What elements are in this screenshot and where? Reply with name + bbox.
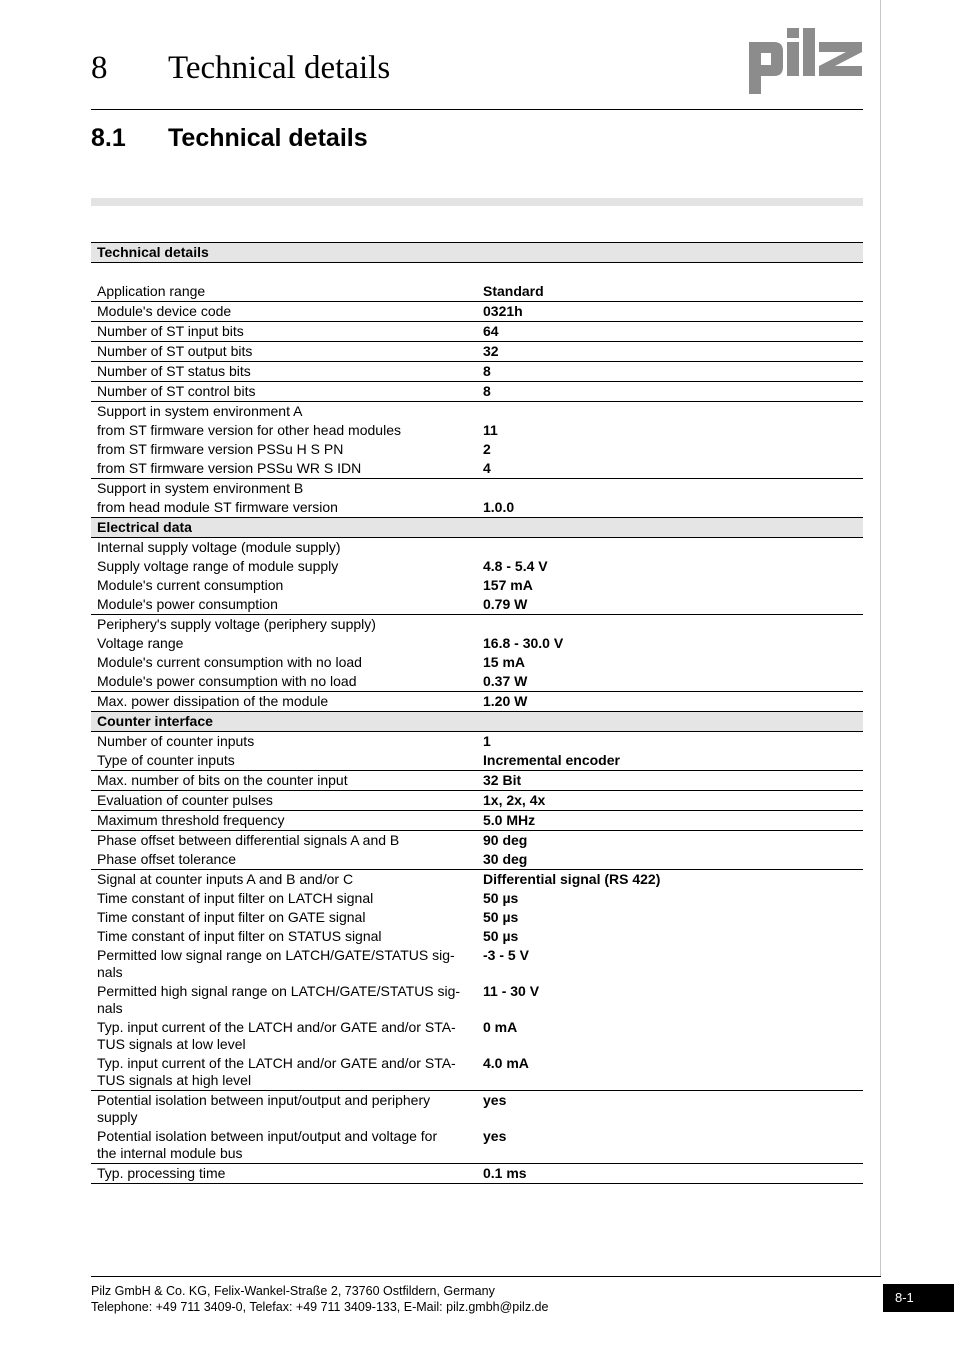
parameter-label: Phase offset between differential signals A and B <box>97 832 400 848</box>
parameter-value <box>477 263 863 283</box>
table-row <box>91 282 863 302</box>
parameter-value: 157 mA <box>483 577 533 593</box>
parameter-label: Typ. input current of the LATCH and/or GATE and/or STA- TUS signals at low level <box>97 1019 456 1052</box>
parameter-value: 1 <box>483 733 491 749</box>
parameter-value: Incremental encoder <box>477 751 863 771</box>
parameter-value: 8 <box>477 362 863 382</box>
table-row <box>91 908 863 927</box>
table-row <box>91 771 863 791</box>
table-row <box>91 498 863 518</box>
parameter-label: Maximum threshold frequency <box>91 811 477 831</box>
table-row <box>91 1127 863 1164</box>
parameter-label: Application range <box>91 282 477 302</box>
table-row <box>91 1091 863 1128</box>
parameter-label: Module's current consumption <box>97 577 284 593</box>
parameter-label: Support in system environment A <box>97 403 303 419</box>
table-section-header <box>91 243 863 263</box>
parameter-value: 0321h <box>477 302 863 322</box>
parameter-label: Module's power consumption with no load <box>91 672 477 692</box>
parameter-value <box>477 615 863 635</box>
parameter-label: from ST firmware version PSSu H S PN <box>97 441 344 457</box>
parameter-label: Potential isolation between input/output and periphery supply <box>97 1092 431 1125</box>
parameter-label: Max. number of bits on the counter input <box>91 771 477 791</box>
table-section-title: Technical details <box>91 243 477 263</box>
table-row <box>91 982 863 1018</box>
parameter-value: 11 - 30 V <box>483 983 540 999</box>
table-section-title: Counter interface <box>91 712 477 732</box>
section-divider-bar <box>91 198 863 206</box>
parameter-label: Module's power consumption <box>91 595 477 615</box>
parameter-label: Support in system environment B <box>97 480 304 496</box>
parameter-label: from head module ST firmware version <box>97 499 338 515</box>
parameter-label: Internal supply voltage (module supply) <box>97 539 341 555</box>
table-row <box>91 946 863 982</box>
table-row <box>91 576 863 595</box>
technical-details-table <box>91 242 863 1184</box>
parameter-value: 4.8 - 5.4 V <box>483 558 548 574</box>
parameter-value <box>477 479 863 499</box>
table-row <box>91 440 863 459</box>
parameter-value: 90 deg <box>483 832 528 848</box>
table-row <box>91 362 863 382</box>
parameter-value: 30 deg <box>477 850 863 870</box>
parameter-label: from ST firmware version for other head modules <box>97 422 401 438</box>
table-row <box>91 732 863 752</box>
pilz-logo <box>746 22 866 97</box>
parameter-value: 0 mA <box>483 1019 518 1035</box>
table-row <box>91 479 863 499</box>
parameter-label <box>91 263 477 283</box>
parameter-label: Voltage range <box>97 635 184 651</box>
parameter-label: Supply voltage range of module supply <box>97 558 339 574</box>
parameter-value: 32 <box>477 342 863 362</box>
parameter-value: 16.8 - 30.0 V <box>483 635 564 651</box>
table-row <box>91 870 863 890</box>
parameter-label: Type of counter inputs <box>91 751 477 771</box>
parameter-value: 11 <box>483 422 498 438</box>
parameter-value: 0.37 W <box>477 672 863 692</box>
parameter-value: 4.0 mA <box>477 1054 863 1091</box>
table-row <box>91 459 863 479</box>
table-row <box>91 927 863 946</box>
parameter-label: Module's device code <box>91 302 477 322</box>
footer-address <box>91 1283 548 1315</box>
table-row <box>91 672 863 692</box>
parameter-label: Phase offset tolerance <box>91 850 477 870</box>
parameter-value: yes <box>477 1127 863 1164</box>
page-number: 8-1 <box>883 1284 954 1312</box>
parameter-value: 50 µs <box>483 890 519 906</box>
table-row <box>91 850 863 870</box>
table-row <box>91 322 863 342</box>
table-row <box>91 557 863 576</box>
parameter-label: Periphery's supply voltage (periphery supply) <box>97 616 376 632</box>
parameter-label: Number of counter inputs <box>97 733 255 749</box>
table-row <box>91 538 863 558</box>
table-row <box>91 615 863 635</box>
table-row <box>91 692 863 712</box>
parameter-value: 1.0.0 <box>483 499 515 515</box>
table-spacer-row <box>91 263 863 283</box>
table-row <box>91 382 863 402</box>
table-row <box>91 1054 863 1091</box>
parameter-label: Time constant of input filter on STATUS signal <box>97 928 382 944</box>
parameter-value: 15 mA <box>483 654 526 670</box>
parameter-value: 50 µs <box>483 909 519 925</box>
table-row <box>91 791 863 811</box>
parameter-label: Signal at counter inputs A and B and/or C <box>97 871 354 887</box>
parameter-label: Max. power dissipation of the module <box>97 693 329 709</box>
parameter-value <box>477 402 863 422</box>
parameter-value: 50 µs <box>483 928 519 944</box>
footer-rule <box>91 1276 881 1277</box>
parameter-value: 8 <box>477 382 863 402</box>
chapter-title: Technical details <box>168 50 391 86</box>
parameter-label: Permitted low signal range on LATCH/GATE/STATUS sig- nals <box>97 947 455 980</box>
table-section-header <box>91 518 863 538</box>
parameter-label: from ST firmware version PSSu WR S IDN <box>91 459 477 479</box>
parameter-value: Standard <box>477 282 863 302</box>
table-row <box>91 595 863 615</box>
parameter-value: 32 Bit <box>477 771 863 791</box>
table-row <box>91 402 863 422</box>
parameter-label: Number of ST status bits <box>91 362 477 382</box>
parameter-value: 2 <box>483 441 491 457</box>
chapter-number: 8 <box>91 50 108 86</box>
table-section-title: Electrical data <box>91 518 477 538</box>
parameter-value <box>477 518 863 538</box>
parameter-value <box>477 538 863 558</box>
parameter-value: yes <box>483 1092 507 1108</box>
parameter-value: 5.0 MHz <box>477 811 863 831</box>
section-number: 8.1 <box>91 124 126 152</box>
parameter-label: Time constant of input filter on LATCH signal <box>97 890 374 906</box>
parameter-value: 1x, 2x, 4x <box>477 791 863 811</box>
table-row <box>91 831 863 851</box>
footer-line-company: Pilz GmbH & Co. KG, Felix-Wankel-Straße 2, 73760 Ostfildern, Germany <box>91 1284 495 1298</box>
parameter-value: 1.20 W <box>483 693 528 709</box>
parameter-label: Typ. input current of the LATCH and/or GATE and/or STA- TUS signals at high level <box>91 1054 477 1091</box>
parameter-value <box>477 243 863 263</box>
parameter-label: Evaluation of counter pulses <box>91 791 477 811</box>
table-row <box>91 751 863 771</box>
header-rule <box>91 109 863 110</box>
parameter-label: Typ. processing time <box>91 1164 477 1184</box>
table-row <box>91 1164 863 1184</box>
parameter-value: 0.1 ms <box>477 1164 863 1184</box>
table-row <box>91 421 863 440</box>
parameter-value: Differential signal (RS 422) <box>483 871 661 887</box>
parameter-value: 64 <box>477 322 863 342</box>
table-row <box>91 1018 863 1054</box>
parameter-label: Potential isolation between input/output and voltage for the internal module bus <box>91 1127 477 1164</box>
parameter-label: Module's current consumption with no load <box>97 654 362 670</box>
parameter-label: Number of ST output bits <box>91 342 477 362</box>
parameter-label: Number of ST control bits <box>91 382 477 402</box>
table-section-header <box>91 712 863 732</box>
table-row <box>91 653 863 672</box>
table-row <box>91 811 863 831</box>
parameter-value <box>477 712 863 732</box>
table-row <box>91 302 863 322</box>
section-title: Technical details <box>168 124 368 152</box>
footer-line-contact: Telephone: +49 711 3409-0, Telefax: +49 711 3409-133, E-Mail: pilz.gmbh@pilz.de <box>91 1300 549 1314</box>
parameter-label: Time constant of input filter on GATE signal <box>97 909 366 925</box>
technical-details-table-body <box>91 243 863 1184</box>
parameter-value: 4 <box>477 459 863 479</box>
table-row <box>91 634 863 653</box>
parameter-value: -3 - 5 V <box>483 947 529 963</box>
table-row <box>91 342 863 362</box>
parameter-label: Number of ST input bits <box>91 322 477 342</box>
right-margin-rule <box>880 0 881 1276</box>
parameter-label: Permitted high signal range on LATCH/GATE/STATUS sig- nals <box>97 983 461 1016</box>
table-row <box>91 889 863 908</box>
parameter-value: 0.79 W <box>477 595 863 615</box>
